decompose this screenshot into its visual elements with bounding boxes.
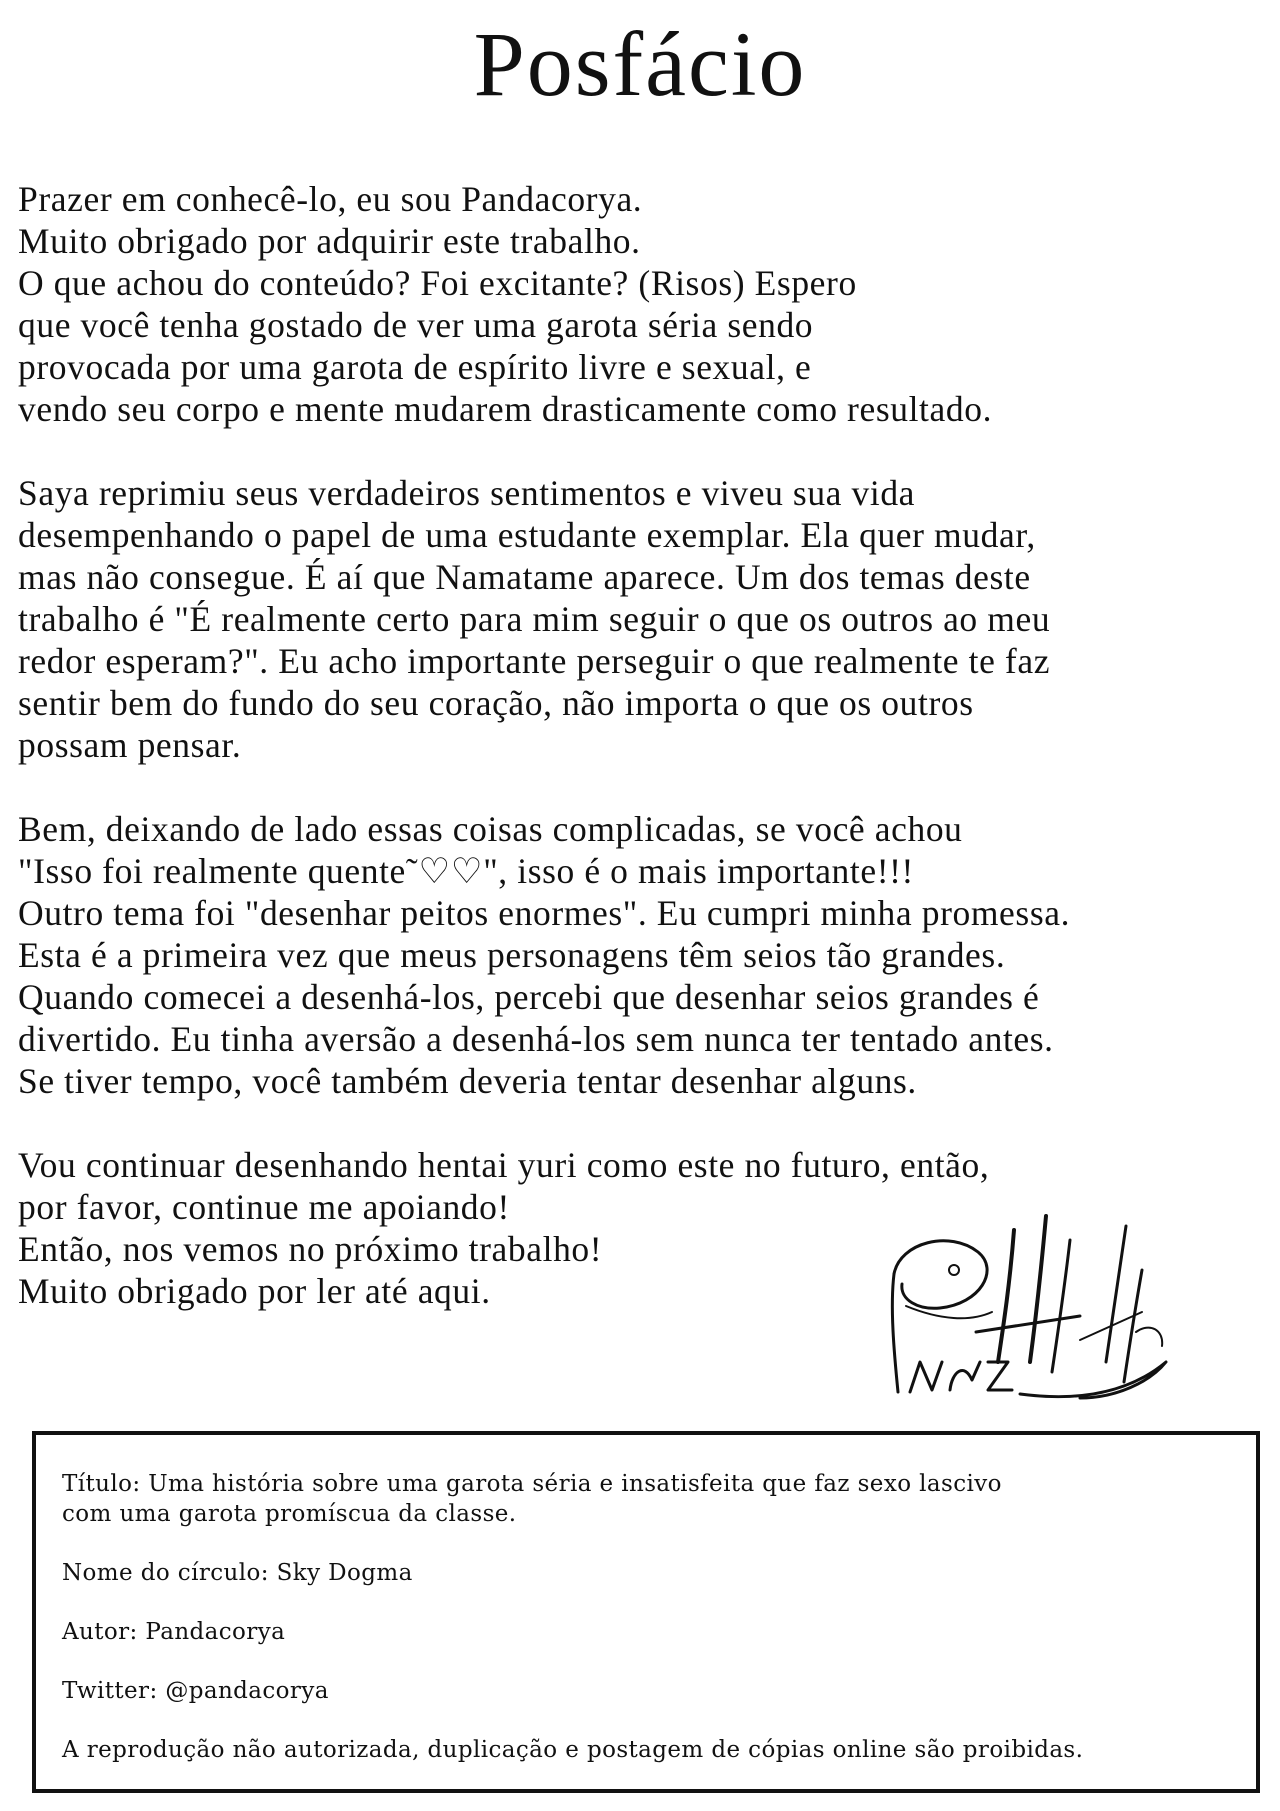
text-line: Outro tema foi "desenhar peitos enormes". Eu cumpri minha promessa. (18, 893, 1071, 933)
work-title-line: com uma garota promíscua da classe. (62, 1501, 517, 1527)
text-line: Muito obrigado por adquirir este trabalho. (18, 221, 641, 261)
credits-box (32, 1431, 1260, 1793)
paragraph-theme (18, 472, 1268, 766)
text-line: que você tenha gostado de ver uma garota séria sendo (18, 305, 814, 345)
text-line: Muito obrigado por ler até aqui. (18, 1271, 491, 1311)
paragraph-drawing (18, 808, 1268, 1102)
text-line: Se tiver tempo, você também deveria tentar desenhar alguns. (18, 1061, 917, 1101)
text-line: possam pensar. (18, 725, 242, 765)
author-name: Autor: Pandacorya (62, 1619, 286, 1645)
twitter-handle: Twitter: @pandacorya (62, 1678, 329, 1704)
text-line: por favor, continue me apoiando! (18, 1187, 510, 1227)
text-line: "Isso foi realmente quente˜♡♡", isso é o mais importante!!! (18, 851, 914, 891)
text-line: O que achou do conteúdo? Foi excitante? (Risos) Espero (18, 263, 857, 303)
afterword-body (18, 178, 1268, 1312)
text-line: desempenhando o papel de uma estudante exemplar. Ela quer mudar, (18, 515, 1036, 555)
paragraph-greeting (18, 178, 1268, 430)
copyright-notice: A reprodução não autorizada, duplicação e postagem de cópias online são proibidas. (62, 1737, 1084, 1763)
text-line: redor esperam?". Eu acho importante perseguir o que realmente te faz (18, 641, 1051, 681)
circle-name: Nome do círculo: Sky Dogma (62, 1560, 413, 1586)
text-line: Quando comecei a desenhá-los, percebi que desenhar seios grandes é (18, 977, 1040, 1017)
signature-icon (880, 1212, 1170, 1402)
work-title (62, 1469, 1230, 1529)
text-line: Esta é a primeira vez que meus personagens têm seios tão grandes. (18, 935, 1006, 975)
text-line: provocada por uma garota de espírito livre e sexual, e (18, 347, 812, 387)
text-line: mas não consegue. É aí que Namatame aparece. Um dos temas deste (18, 557, 1031, 597)
page-title: Posfácio (473, 13, 807, 115)
text-line: divertido. Eu tinha aversão a desenhá-los sem nunca ter tentado antes. (18, 1019, 1054, 1059)
work-title-line: Título: Uma história sobre uma garota séria e insatisfeita que faz sexo lascivo (62, 1471, 1002, 1497)
text-line: sentir bem do fundo do seu coração, não importa o que os outros (18, 683, 974, 723)
text-line: Prazer em conhecê-lo, eu sou Pandacorya. (18, 179, 643, 219)
text-line: Bem, deixando de lado essas coisas complicadas, se você achou (18, 809, 963, 849)
text-line: trabalho é "É realmente certo para mim seguir o que os outros ao meu (18, 599, 1051, 639)
text-line: vendo seu corpo e mente mudarem drasticamente como resultado. (18, 389, 993, 429)
text-line: Saya reprimiu seus verdadeiros sentimentos e viveu sua vida (18, 473, 916, 513)
text-line: Então, nos vemos no próximo trabalho! (18, 1229, 603, 1269)
text-line: Vou continuar desenhando hentai yuri como este no futuro, então, (18, 1145, 990, 1185)
